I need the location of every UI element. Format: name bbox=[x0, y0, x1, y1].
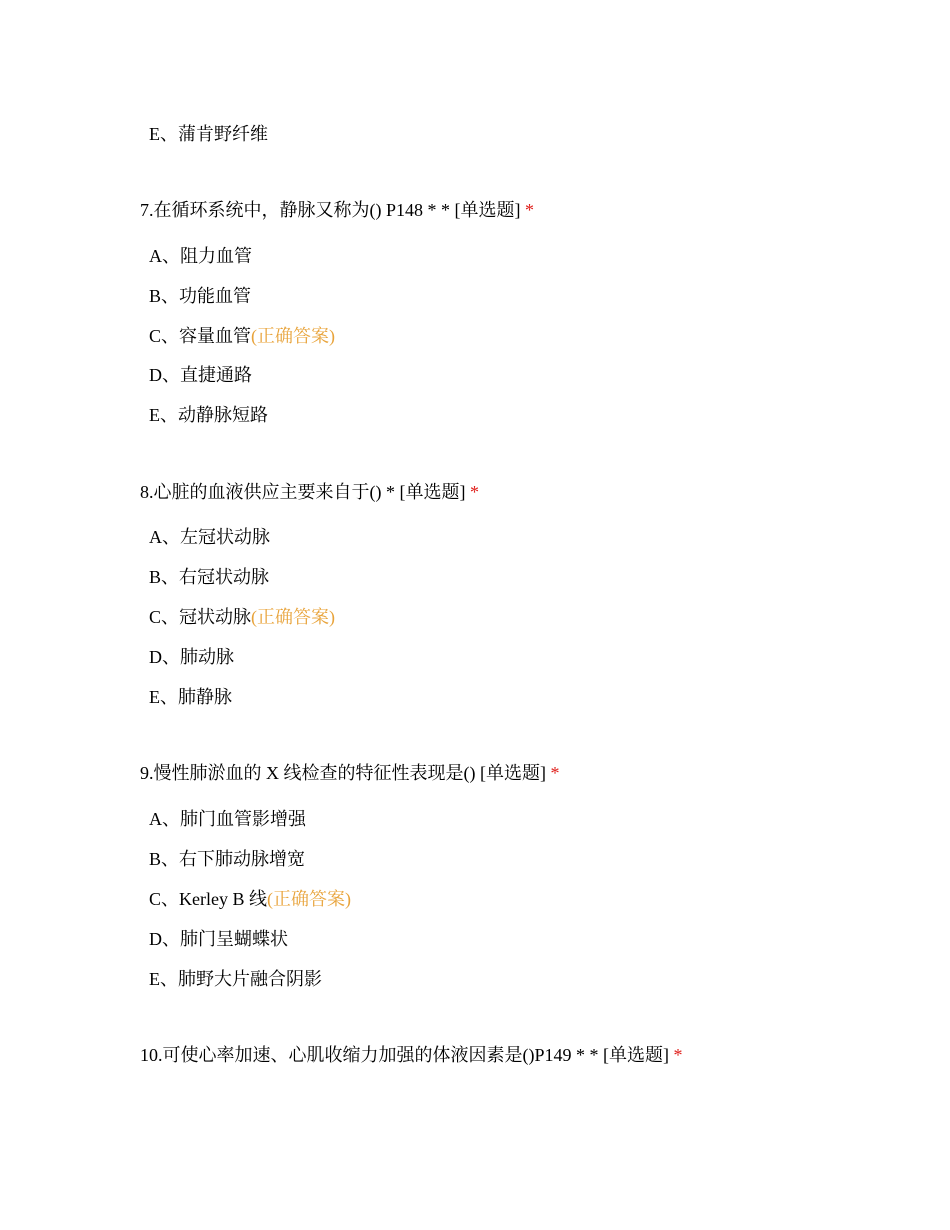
option-item bbox=[149, 324, 335, 348]
correct-answer-tag: (正确答案) bbox=[251, 607, 336, 627]
question-title bbox=[140, 761, 559, 785]
option-text: E、肺野大片融合阴影 bbox=[149, 969, 322, 989]
option-text: A、肺门血管影增强 bbox=[149, 809, 306, 829]
option-text: E、蒲肯野纤维 bbox=[149, 124, 268, 144]
option-item bbox=[149, 525, 270, 549]
required-star: * bbox=[525, 200, 534, 220]
option-item bbox=[149, 967, 322, 991]
question-title bbox=[140, 198, 534, 222]
option-item bbox=[149, 605, 335, 629]
correct-answer-tag: (正确答案) bbox=[266, 889, 351, 909]
required-star: * bbox=[673, 1045, 683, 1065]
option-text: E、动静脉短路 bbox=[149, 405, 268, 425]
correct-answer-tag: (正确答案) bbox=[251, 326, 336, 346]
option-text: B、右冠状动脉 bbox=[149, 567, 270, 587]
option-text: B、右下肺动脉增宽 bbox=[149, 849, 306, 869]
option-text: D、肺门呈蝴蝶状 bbox=[149, 929, 288, 949]
question-title bbox=[140, 480, 479, 504]
option-text: B、功能血管 bbox=[149, 286, 252, 306]
option-text: C、冠状动脉 bbox=[149, 607, 252, 627]
question-title bbox=[140, 1043, 683, 1067]
option-item bbox=[149, 403, 268, 427]
option-item bbox=[149, 807, 306, 831]
option-text: D、直捷通路 bbox=[149, 365, 252, 385]
option-text: A、左冠状动脉 bbox=[149, 527, 270, 547]
question-text: 9.慢性肺淤血的 X 线检查的特征性表现是() [单选题] bbox=[140, 763, 546, 783]
option-item bbox=[149, 887, 351, 911]
option-item bbox=[149, 284, 251, 308]
option-text: E、肺静脉 bbox=[149, 687, 232, 707]
question-text: 8.心脏的血液供应主要来自于() * [单选题] bbox=[140, 482, 466, 502]
required-star: * bbox=[550, 763, 560, 783]
option-text: C、Kerley B 线 bbox=[149, 889, 267, 909]
option-item bbox=[149, 927, 288, 951]
option-item bbox=[149, 363, 252, 387]
option-item bbox=[149, 565, 269, 589]
option-item bbox=[149, 847, 305, 871]
option-text: C、容量血管 bbox=[149, 326, 252, 346]
question-text: 7.在循环系统中，静脉又称为() P148 * * [单选题] bbox=[140, 200, 521, 220]
question-text: 10.可使心率加速、心肌收缩力加强的体液因素是()P149 * * [单选题] bbox=[140, 1045, 669, 1065]
option-item bbox=[149, 645, 234, 669]
option-text: A、阻力血管 bbox=[149, 246, 252, 266]
option-item bbox=[149, 122, 268, 146]
option-item bbox=[149, 244, 252, 268]
option-text: D、肺动脉 bbox=[149, 647, 234, 667]
option-item bbox=[149, 685, 232, 709]
required-star: * bbox=[469, 482, 479, 502]
